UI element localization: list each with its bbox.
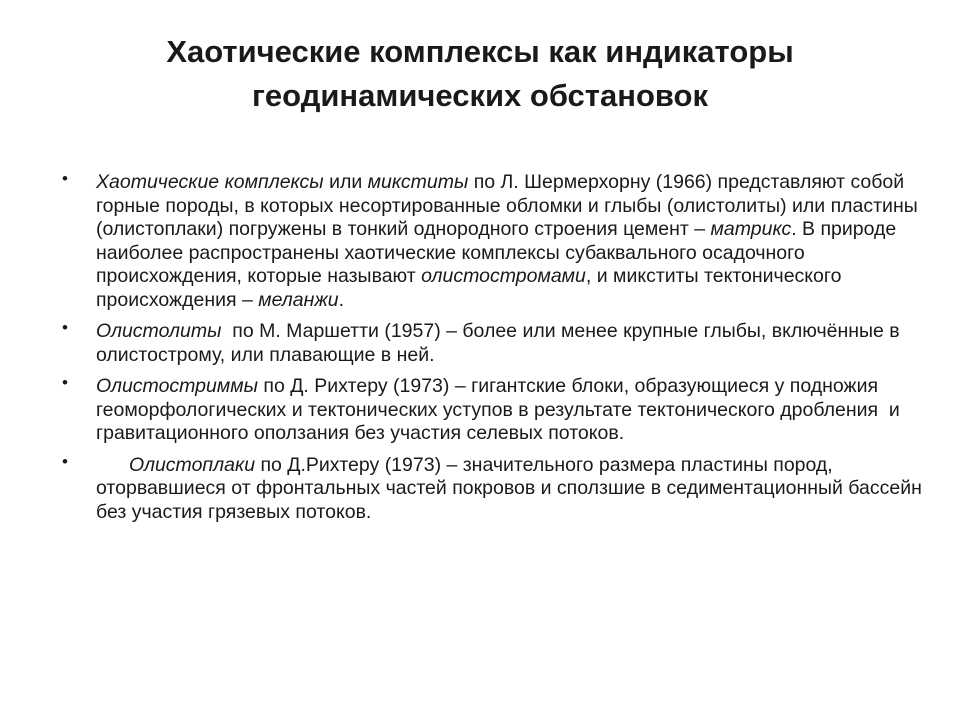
text-segment: по Д.Рихтеру (1973) – значительного размера пластины пород, оторвавшиеся от фронтальных частей покровов и сползшие в седиментационный бассейн без участия грязевых потоков. (96, 453, 922, 523)
text-segment: . В природе наиболее распространены хаотические комплексы субаквального осадочного происхождения, которые называют (96, 218, 897, 287)
bullet-item-olistoplaks (62, 451, 922, 525)
text-segment: или (323, 171, 368, 193)
term-olistoliths: Олистолиты (96, 320, 222, 342)
bullet-list (62, 171, 922, 532)
bullet-dot: • (62, 451, 68, 471)
term-mixtites: микститы (367, 171, 469, 193)
text-segment: по Д. Рихтеру (1973) – гигантские блоки, образующиеся у подножия геоморфологических и тектонических уступов в результате тектонического дробления и гравитационного оползания без участия селевых потоков. (96, 375, 906, 444)
slide-title-line-1: Хаотические комплексы как индикаторы (166, 34, 794, 69)
bullet-dot: • (62, 373, 68, 392)
text-segment: по Л. Шермерхорну (1966) представляют собой горные породы, в которых несортированные обломки и глыбы (олистолиты) или пластины (олистоплаки) погружены в тонкий однородного строения цемент – (96, 171, 918, 240)
bullet-item-olistoliths (62, 320, 922, 367)
bullet-dot: • (62, 169, 68, 188)
term-olistoplaks: Олистоплаки (129, 453, 256, 476)
bullet-dot: • (62, 318, 68, 337)
bullet-text (96, 171, 918, 311)
bullet-text (96, 375, 905, 444)
slide-title (40, 30, 920, 118)
slide-title-line-2: геодинамических обстановок (252, 78, 708, 113)
term-matrix: матрикс (710, 218, 792, 240)
term-melange: меланжи (258, 288, 339, 311)
text-segment: . (338, 288, 345, 311)
term-chaotic-complexes: Хаотические комплексы (96, 171, 324, 193)
text-segment: , и микститы тектонического происхождения – (96, 265, 842, 311)
term-olistostromes: олистостромами (421, 265, 586, 287)
bullet-text (96, 320, 905, 366)
text-segment: по М. Маршетти (1957) – более или менее крупные глыбы, включённые в олистострому, или плавающие в ней. (96, 320, 906, 366)
bullet-text (96, 454, 922, 523)
bullet-item-olistostromms (62, 375, 922, 446)
bullet-item-chaotic-complexes (62, 171, 922, 312)
term-olistostromms: Олистостриммы (96, 375, 258, 397)
